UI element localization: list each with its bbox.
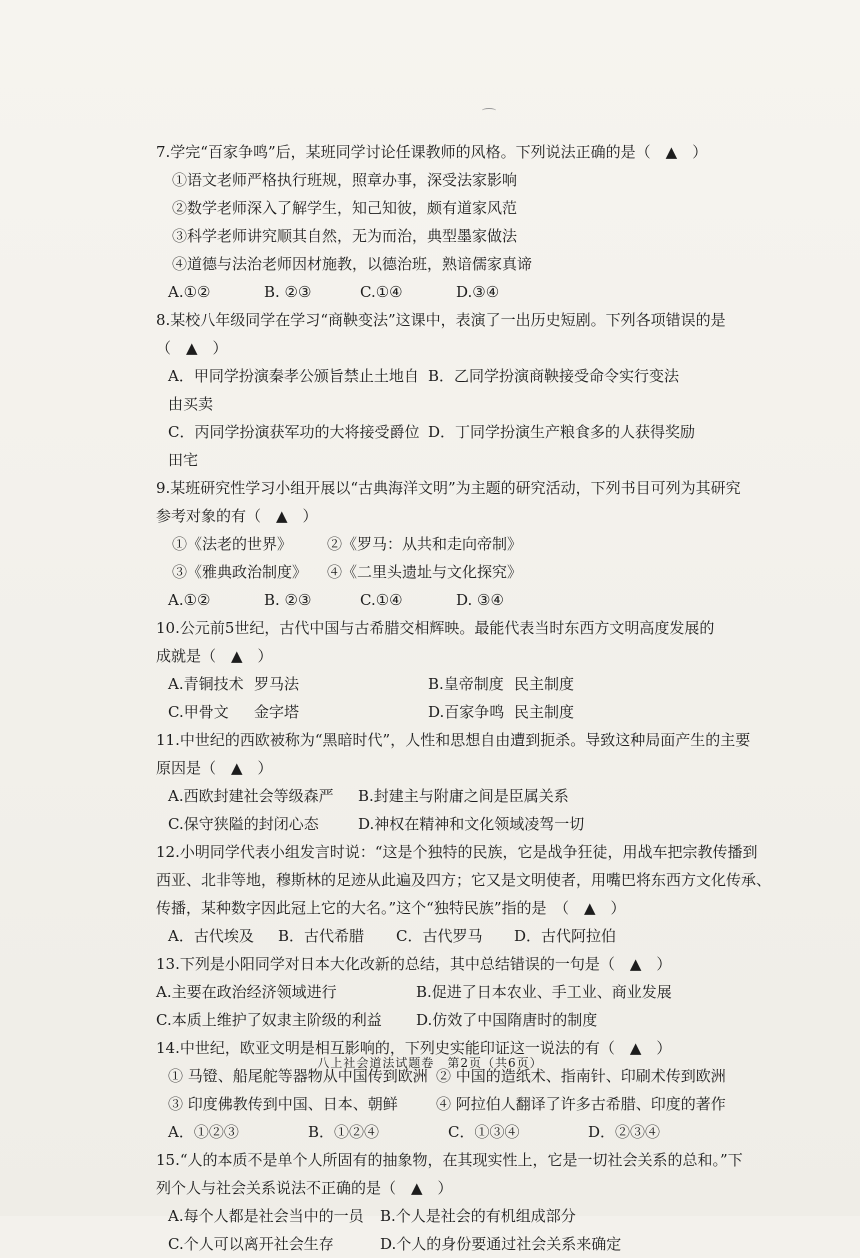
choice-a: A.主要在政治经济领域进行 — [156, 983, 337, 1001]
scan-mark — [482, 108, 496, 113]
statement-row — [156, 1090, 726, 1118]
choice-b: B. ②③ — [264, 283, 312, 301]
choice-d: D.个人的身份要通过社会关系来确定 — [380, 1235, 622, 1253]
choice-b: B. ②③ — [264, 591, 312, 609]
choice-row — [156, 698, 716, 726]
choice-row — [156, 922, 716, 950]
choice-b: B.个人是社会的有机组成部分 — [380, 1207, 576, 1225]
choice-a: A．甲同学扮演秦孝公颁旨禁止土地自由买卖 — [168, 367, 419, 413]
statement: ①语文老师严格执行班规，照章办事，深受法家影响 — [172, 171, 518, 189]
choice-b: B.促进了日本农业、手工业、商业发展 — [416, 983, 672, 1001]
book-row — [156, 530, 716, 558]
choice-c: C．丙同学扮演获军功的大将接受爵位田宅 — [168, 423, 420, 469]
choice-c: C.①④ — [360, 591, 403, 609]
question-13 — [156, 950, 716, 1034]
book-item: ④《二里头遗址与文化探究》 — [327, 563, 523, 581]
choice-c: C．古代罗马 — [396, 927, 483, 945]
choice-c: C．①③④ — [448, 1123, 520, 1141]
page-footer: 八上社会道法试题卷 第2页（共6页） — [317, 1056, 543, 1070]
choice-d: D.仿效了中国隋唐时的制度 — [416, 1011, 598, 1029]
question-8 — [156, 306, 726, 474]
choice-row — [156, 586, 716, 614]
choice-d: D.百家争鸣 民主制度 — [428, 703, 575, 721]
question-stem: 西亚、北非等地，穆斯林的足迹从此遍及四方；它又是文明使者，用嘴巴将东西方文化传承、 — [156, 871, 772, 889]
choice-b: B．乙同学扮演商鞅接受命令实行变法 — [428, 367, 680, 385]
statement: ③ 印度佛教传到中国、日本、朝鲜 — [168, 1095, 398, 1113]
choice-d: D．丁同学扮演生产粮食多的人获得奖励 — [428, 423, 696, 441]
book-item: ①《法老的世界》 — [172, 535, 293, 553]
choice-b: B．古代希腊 — [278, 927, 365, 945]
question-12 — [156, 838, 772, 950]
statement: ④ 阿拉伯人翻译了许多古希腊、印度的著作 — [436, 1095, 726, 1113]
statement: ② 中国的造纸术、指南针、印刷术传到欧洲 — [436, 1067, 726, 1085]
choice-c: C.保守狭隘的封闭心态 — [168, 815, 319, 833]
question-stem: 9.某班研究性学习小组开展以“古典海洋文明”为主题的研究活动，下列书目可列为其研究 — [156, 479, 741, 497]
statement: ②数学老师深入了解学生，知己知彼，颇有道家风范 — [172, 199, 518, 217]
choice-a: A.①② — [168, 591, 211, 609]
choice-a: A.每个人都是社会当中的一员 — [168, 1207, 364, 1225]
question-stem: 传播，某种数字因此冠上它的大名。”这个“独特民族”指的是 （ ▲ ） — [156, 899, 626, 917]
choice-row — [156, 418, 716, 474]
choice-row — [156, 1006, 716, 1034]
question-stem: 参考对象的有（ ▲ ） — [156, 507, 318, 525]
question-stem: 13.下列是小阳同学对日本大化改新的总结，其中总结错误的一句是（ ▲ ） — [156, 955, 672, 973]
choice-row — [156, 1230, 716, 1258]
choice-row — [156, 670, 716, 698]
choice-a: A.①② — [168, 283, 211, 301]
question-stem: 8.某校八年级同学在学习“商鞅变法”这课中，表演了一出历史短剧。下列各项错误的是 — [156, 311, 726, 329]
choice-d: D. ③④ — [456, 591, 504, 609]
choice-a: A．古代埃及 — [168, 927, 254, 945]
question-stem: 15.“人的本质不是单个人所固有的抽象物，在其现实性上，它是一切社会关系的总和。”下 — [156, 1151, 743, 1169]
choice-row — [156, 278, 716, 306]
choice-c: C.甲骨文 金字塔 — [168, 703, 300, 721]
book-item: ③《雅典政治制度》 — [172, 563, 308, 581]
choice-b: B．①②④ — [308, 1123, 380, 1141]
choice-d: D.神权在精神和文化领域凌驾一切 — [358, 815, 585, 833]
question-11 — [156, 726, 751, 838]
choice-row — [156, 1202, 716, 1230]
question-stem: 原因是（ ▲ ） — [156, 759, 273, 777]
choice-d: D.③④ — [456, 283, 500, 301]
question-14 — [156, 1034, 726, 1146]
choice-a: A．①②③ — [168, 1123, 239, 1141]
book-item: ②《罗马：从共和走向帝制》 — [327, 535, 523, 553]
choice-c: C.①④ — [360, 283, 403, 301]
question-15 — [156, 1146, 743, 1258]
choice-row — [156, 810, 716, 838]
statement: ① 马镫、船尾舵等器物从中国传到欧洲 — [168, 1067, 428, 1085]
statement: ④道德与法治老师因材施教，以德治班，熟谙儒家真谛 — [172, 255, 533, 273]
choice-d: D．古代阿拉伯 — [514, 927, 617, 945]
question-10 — [156, 614, 716, 726]
statement: ③科学老师讲究顺其自然，无为而治，典型墨家做法 — [172, 227, 518, 245]
question-stem: 成就是（ ▲ ） — [156, 647, 273, 665]
choice-d: D．②③④ — [588, 1123, 661, 1141]
choice-b: B.封建主与附庸之间是臣属关系 — [358, 787, 569, 805]
question-9 — [156, 474, 741, 614]
choice-row — [156, 782, 716, 810]
choice-row — [156, 1118, 716, 1146]
choice-row — [156, 362, 716, 418]
book-row — [156, 558, 716, 586]
choice-a: A.西欧封建社会等级森严 — [168, 787, 334, 805]
question-stem: 11.中世纪的西欧被称为“黑暗时代”，人性和思想自由遭到扼杀。导致这种局面产生的主要 — [156, 731, 751, 749]
question-stem: 12.小明同学代表小组发言时说：“这是个独特的民族，它是战争狂徒，用战车把宗教传播到 — [156, 843, 758, 861]
choice-row — [156, 978, 716, 1006]
choice-c: C.本质上维护了奴隶主阶级的利益 — [156, 1011, 382, 1029]
question-stem: （ ▲ ） — [156, 339, 228, 357]
choice-b: B.皇帝制度 民主制度 — [428, 675, 575, 693]
question-stem: 列个人与社会关系说法不正确的是（ ▲ ） — [156, 1179, 453, 1197]
question-stem: 7.学完“百家争鸣”后，某班同学讨论任课教师的风格。下列说法正确的是（ ▲ ） — [156, 143, 708, 161]
question-list — [156, 138, 772, 1258]
choice-a: A.青铜技术 罗马法 — [168, 675, 300, 693]
question-stem: 10.公元前5世纪，古代中国与古希腊交相辉映。最能代表当时东西方文明高度发展的 — [156, 619, 715, 637]
question-stem: 14.中世纪，欧亚文明是相互影响的，下列史实能印证这一说法的有（ ▲ ） — [156, 1039, 672, 1057]
question-7 — [156, 138, 716, 306]
choice-c: C.个人可以离开社会生存 — [168, 1235, 334, 1253]
